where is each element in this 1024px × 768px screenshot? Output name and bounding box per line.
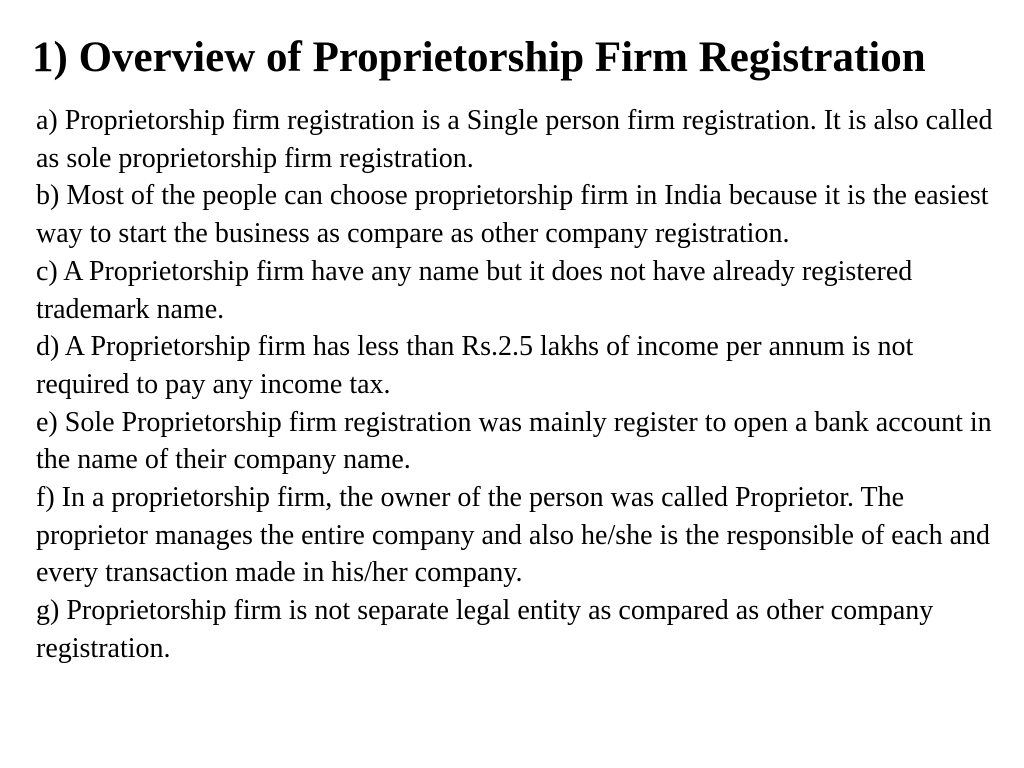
point-g: g) Proprietorship firm is not separate legal entity as compared as other company registration. xyxy=(36,595,934,664)
point-f: f) In a proprietorship firm, the owner of the person was called Proprietor. The proprietor manages the entire company and also he/she is the responsible of each and every transaction made in his/her company. xyxy=(36,482,991,589)
point-c: c) A Proprietorship firm have any name but it does not have already registered trademark name. xyxy=(36,255,913,325)
point-d: d) A Proprietorship firm has less than Rs.2.5 lakhs of income per annum is not required to pay any income tax. xyxy=(36,331,914,400)
point-b: b) Most of the people can choose proprietorship firm in India because it is the easiest way to start the business as compare as other company registration. xyxy=(36,180,989,250)
point-e: e) Sole Proprietorship firm registration was mainly register to open a bank account in the name of their company name. xyxy=(36,406,992,476)
point-a: a) Proprietorship firm registration is a Single person firm registration. It is also called as sole proprietorship firm registration. xyxy=(36,105,993,174)
slide-body xyxy=(36,102,996,668)
slide-title: 1) Overview of Proprietorship Firm Registration xyxy=(32,34,926,81)
